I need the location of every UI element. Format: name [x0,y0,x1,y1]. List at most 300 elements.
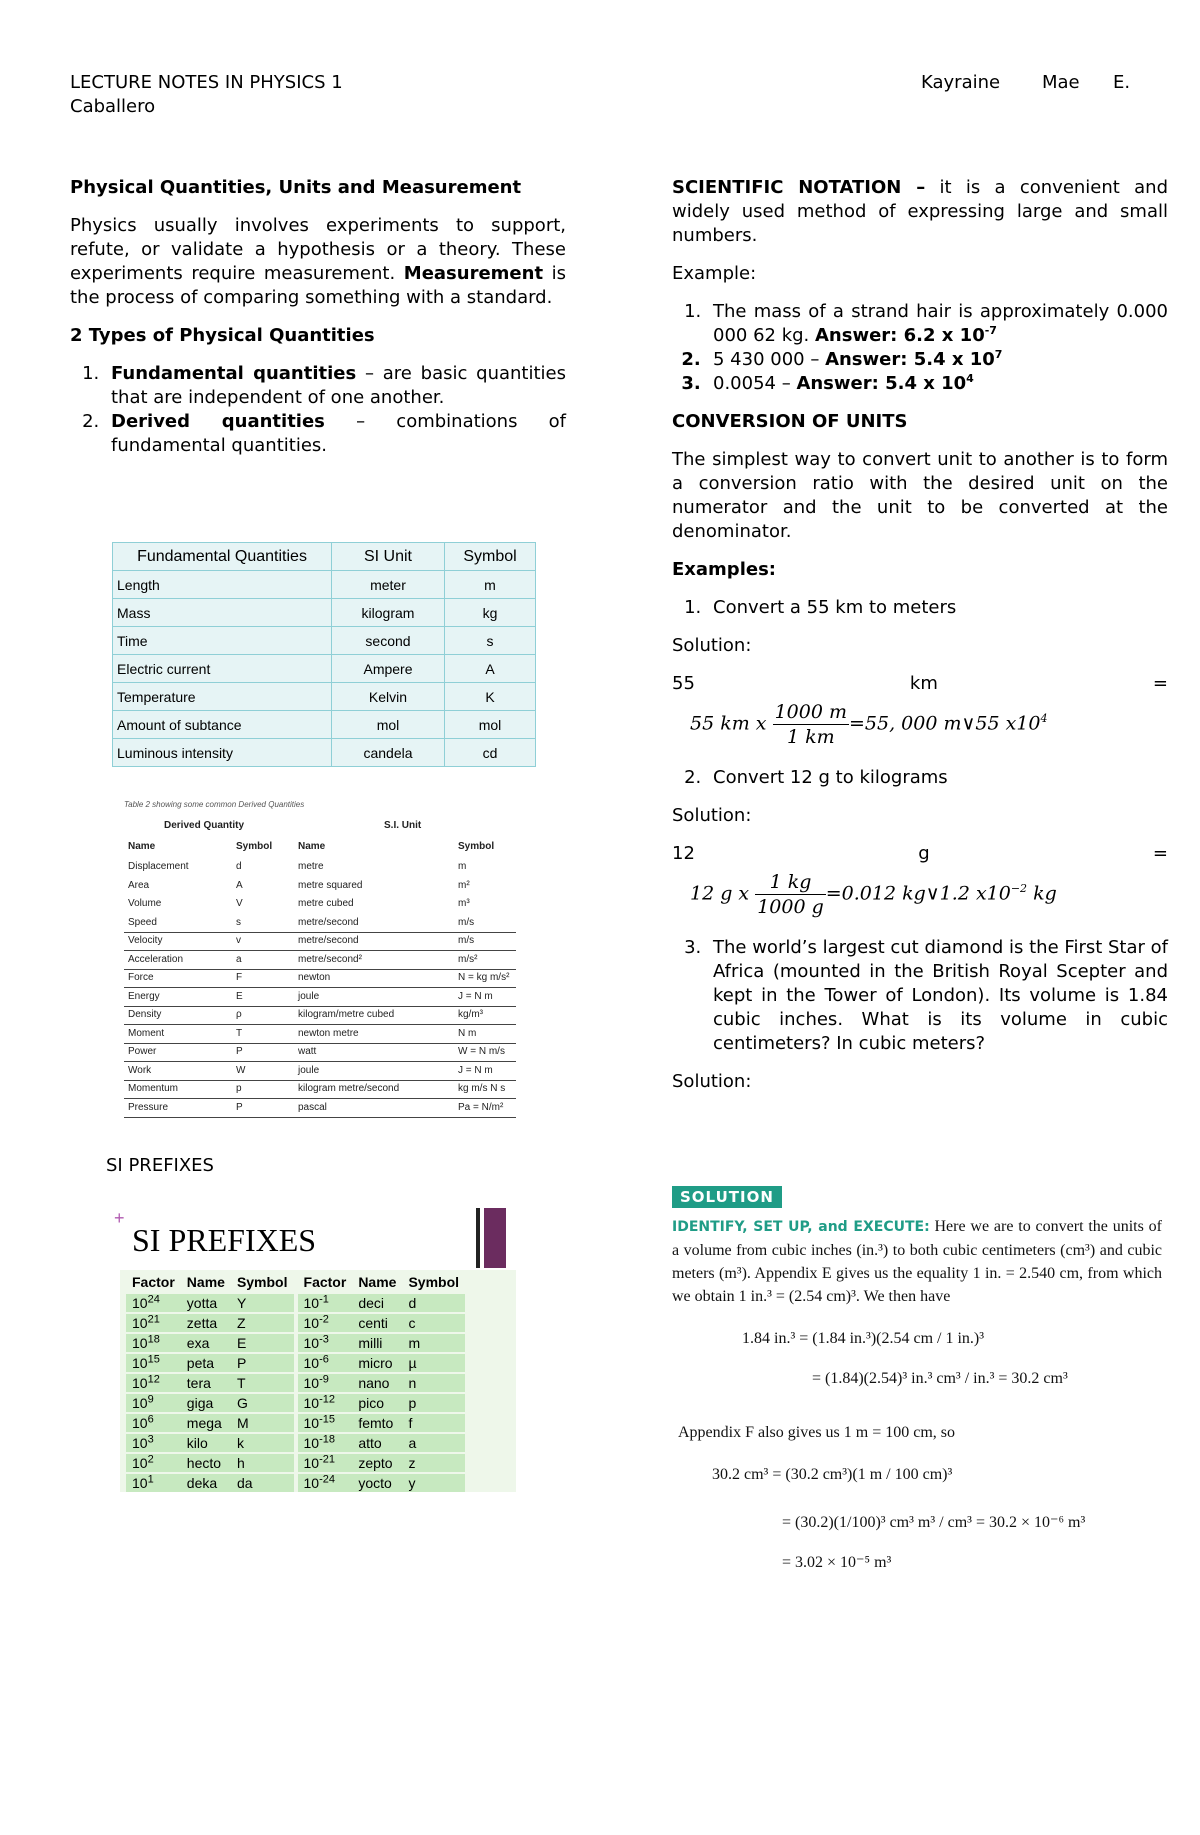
factor-base: 10 [303,1455,320,1471]
table-cell: Amount of subtance [113,711,332,739]
example-text: 0.0054 – [713,373,797,394]
table-cell: Velocity [128,935,163,946]
table-cell: metre cubed [298,898,354,909]
eq-numerator: 1000 m [774,701,847,723]
table-cell [298,1314,353,1332]
table-header-row [126,1272,465,1292]
factor-base: 10 [132,1355,148,1371]
column-header: Factor [303,1274,347,1290]
eq-lead: 12 g x [690,882,750,905]
column-header: Symbol [458,841,495,852]
factor-base: 10 [303,1395,320,1411]
ex1-unit: km [909,673,938,694]
column-header: Fundamental Quantities [113,543,332,571]
list-item: 2. Convert 12 g to kilograms [707,766,1168,790]
factor-base: 10 [132,1455,148,1471]
plus-icon: + [114,1208,125,1228]
example-answer: Answer: 6.2 x 10 [815,325,985,346]
table-row [126,1354,465,1372]
table-cell: Moment [128,1027,165,1039]
table-cell: m³ [458,898,470,909]
solution-figure [672,1188,1162,1572]
table-row [124,1025,516,1044]
table-cell [298,1394,353,1412]
column-header: Name [298,841,326,852]
solution-eq1a: 1.84 in.³ = (1.84 in.³)(2.54 cm / 1 in.)³ [742,1330,985,1347]
table-cell: p [236,1083,242,1094]
table-cell: kg [445,599,536,627]
table-row [113,599,536,627]
factor-exponent: -24 [319,1473,335,1486]
table-cell: Temperature [113,683,332,711]
type-term: Derived quantities [111,411,325,432]
factor-exponent: -3 [319,1333,329,1346]
table-cell: pascal [298,1101,327,1113]
prefix-table [126,1270,465,1494]
table-cell: da [231,1474,294,1492]
table-cell: Displacement [128,861,189,872]
example-answer: Answer: 5.4 x 10 [796,373,967,394]
factor-base: 10 [132,1315,148,1331]
column-header: Name [358,1274,397,1290]
prefix-table-bg [120,1270,516,1492]
table-cell [126,1434,181,1452]
table-cell: atto [352,1434,402,1452]
table-row [126,1434,465,1452]
table-cell: c [402,1314,465,1332]
sci-notation-paragraph [672,176,1168,248]
solution-label: Solution: [672,635,752,656]
table-row [124,895,516,913]
factor-base: 10 [303,1335,320,1351]
table-cell: E [236,990,243,1002]
factor-base: 10 [132,1335,148,1351]
table-cell: zetta [181,1314,231,1332]
table-row [124,988,516,1007]
table-cell: joule [298,990,320,1002]
table-cell: N m [458,1027,477,1039]
table-cell: joule [298,1064,320,1076]
table-cell: kg m/s N s [458,1083,506,1094]
table-row [113,683,536,711]
author-middle: Mae [1042,72,1080,93]
factor-base: 10 [303,1295,320,1311]
table-cell: Energy [128,990,160,1002]
solution-text [672,1215,1162,1308]
eq-denominator: 1000 g [757,896,824,918]
table-cell: s [236,916,241,928]
table-cell: Luminous intensity [113,739,332,767]
table-cell: Z [231,1314,294,1332]
factor-exponent: 21 [147,1313,160,1326]
eq-fraction [773,700,849,749]
list-item: 1. Convert a 55 km to meters [707,596,1168,620]
derived-caption: Table 2 showing some common Derived Quantities [124,800,305,809]
solution-label: Solution: [672,1071,752,1092]
table-cell [298,1434,353,1452]
conversion-example-1 [672,596,1168,620]
table-cell: Electric current [113,655,332,683]
eq-exp: −2 [1010,882,1028,896]
table-row [126,1394,465,1412]
column-header: SI Unit [332,543,445,571]
solution-eq1b: = (1.84)(2.54)³ in.³ cm³ / in.³ = 30.2 cm³ [812,1370,1068,1387]
table-cell [298,1414,353,1432]
table-cell: cd [445,739,536,767]
table-cell: yocto [352,1474,402,1492]
ex1-equation [690,700,1168,754]
prefix-heading: SI PREFIXES [106,1155,214,1176]
table-cell: mega [181,1414,231,1432]
table-cell [298,1474,353,1492]
factor-exponent: -15 [319,1413,335,1426]
table-cell [126,1454,181,1472]
table-row [126,1374,465,1392]
factor-base: 10 [303,1415,320,1431]
table-cell: Ampere [332,655,445,683]
table-row [124,1062,516,1081]
column-header: Factor [132,1274,175,1290]
table-row [124,1006,516,1025]
table-cell: Force [128,972,154,983]
table-cell: meter [332,571,445,599]
table-cell: femto [352,1414,402,1432]
derived-group-left: Derived Quantity [164,820,245,831]
table-cell: m/s² [458,953,478,965]
header-title: LECTURE NOTES IN PHYSICS 1 [70,72,343,93]
author-initial: E. [1113,72,1131,93]
table-row [126,1414,465,1432]
table-cell: centi [352,1314,402,1332]
table-row [113,739,536,767]
table-cell: G [231,1394,294,1412]
table-row [126,1314,465,1332]
table-cell [126,1414,181,1432]
column-header: Symbol [445,543,536,571]
table-cell: J = N m [458,990,493,1002]
table-cell [126,1474,181,1492]
table-cell: metre/second² [298,953,362,965]
example-text: 5 430 000 – [713,349,826,370]
table-cell: k [231,1434,294,1452]
table-cell: tera [181,1374,231,1392]
factor-base: 10 [132,1415,148,1431]
table-cell: A [445,655,536,683]
conversion-heading: CONVERSION OF UNITS [672,411,908,432]
list-item: 3. The world’s largest cut diamond is the First Star of Africa (mounted in the British Royal Scepter and kept in the Tower of London). Its volume is 1.84 cubic inches. What is its volume in cubic centimeters? In cubic meters? [707,936,1168,1056]
table-row [113,655,536,683]
factor-exponent: 18 [147,1333,160,1346]
column-header: Symbol [236,841,273,852]
table-cell: Area [128,879,150,891]
table-cell: newton metre [298,1027,359,1039]
table-cell [298,1294,353,1312]
measurement-term: Measurement [403,263,544,284]
table-row [124,1099,516,1118]
accent-bar [484,1208,506,1268]
table-cell: T [236,1027,243,1039]
table-cell: W [236,1064,246,1076]
table-cell: ρ [236,1009,242,1020]
type-term: Fundamental quantities [111,363,357,384]
table-cell: a [236,953,242,965]
eq-tail: =0.012 kg∨1.2 x10 [825,882,1011,905]
factor-exponent: 3 [147,1433,154,1446]
conversion-example-3 [672,936,1168,1056]
table-cell: watt [298,1046,317,1057]
table-cell: E [231,1334,294,1352]
table-cell: newton [298,972,331,983]
table-row [126,1454,465,1472]
table-cell: Mass [113,599,332,627]
type-def: – are basic quantities that are independent of one another. [111,363,567,408]
eq-lead: 55 km x [690,712,767,735]
table-cell: Y [231,1294,294,1312]
table-cell [126,1294,181,1312]
table-cell: deka [181,1474,231,1492]
example-exp: -7 [984,324,997,337]
table-cell: F [236,972,243,983]
table-cell: Momentum [128,1083,179,1094]
factor-base: 10 [303,1355,320,1371]
intro-paragraph [70,214,566,310]
table-cell: zepto [352,1454,402,1472]
table-row [124,969,516,988]
table-cell: Speed [128,916,157,928]
table-cell [126,1334,181,1352]
table-cell: Power [128,1046,157,1057]
factor-base: 10 [132,1435,148,1451]
table-row [124,1080,516,1099]
left-column [70,176,566,472]
table-cell: metre squared [298,879,363,891]
table-cell: exa [181,1334,231,1352]
factor-base: 10 [132,1395,148,1411]
author-last: Caballero [70,96,156,117]
table-cell: kilogram metre/second [298,1083,400,1094]
table-cell: p [402,1394,465,1412]
factor-exponent: -6 [319,1353,329,1366]
table-cell: a [402,1434,465,1452]
table-cell: P [236,1101,243,1113]
table-cell: W = N m/s [458,1046,505,1057]
factor-exponent: 24 [147,1293,160,1306]
table-cell [298,1374,353,1392]
factor-exponent: 15 [147,1353,160,1366]
table-cell: kilo [181,1434,231,1452]
eq-exp: 4 [1040,712,1048,726]
list-item [105,410,566,458]
factor-exponent: -18 [319,1433,335,1446]
table-row [126,1294,465,1312]
types-heading: 2 Types of Physical Quantities [70,325,375,346]
ex2-equals: = [1152,843,1168,864]
table-cell: µ [402,1354,465,1372]
divider [476,1208,480,1268]
factor-base: 10 [132,1475,148,1491]
intro-text: Physics usually involves experiments to support, refute, or validate a hypothesis or a theory. These experiments require measurement. [70,215,566,284]
table-row [124,1043,516,1062]
table-cell: pico [352,1394,402,1412]
examples-heading: Examples: [672,559,776,580]
table-cell: M [231,1414,294,1432]
table-cell: v [236,935,241,946]
factor-exponent: -21 [319,1453,335,1466]
table-cell: Work [128,1064,152,1076]
example-answer: Answer: 5.4 x 10 [825,349,995,370]
table-cell: P [231,1354,294,1372]
table-cell: Pa = N/m² [458,1101,504,1113]
table-cell: kilogram/metre cubed [298,1009,395,1020]
table-cell: nano [352,1374,402,1392]
list-item [707,348,1168,372]
conversion-text: The simplest way to convert unit to another is to form a conversion ratio with the desired unit on the numerator and the unit to be converted at the denominator. [672,449,1168,542]
table-cell: Length [113,571,332,599]
table-cell: second [332,627,445,655]
table-row [126,1474,465,1492]
table-row [124,951,516,970]
table-cell: V [236,898,243,909]
fundamental-table [112,542,536,767]
table-cell: hecto [181,1454,231,1472]
table-cell [298,1334,353,1352]
sci-term: SCIENTIFIC NOTATION – [672,177,926,198]
example-text: The mass of a strand hair is approximately 0.000 000 62 kg. [713,301,1168,346]
table-cell: Volume [128,898,162,909]
ex2-line [672,842,1168,866]
table-cell: micro [352,1354,402,1372]
table-cell: Time [113,627,332,655]
table-cell: giga [181,1394,231,1412]
table-cell [126,1394,181,1412]
sci-def: it is a convenient and widely used method of expressing large and small numbers. [672,177,1168,246]
table-cell: m [458,861,467,872]
author-first: Kayraine [921,72,1001,93]
derived-header-row [124,838,516,856]
table-cell: mol [445,711,536,739]
table-cell: K [445,683,536,711]
ex1-line [672,672,1168,696]
eq-numerator: 1 kg [755,870,826,895]
table-cell: metre [298,861,324,872]
right-column [672,176,1168,1108]
table-cell: peta [181,1354,231,1372]
table-cell: T [231,1374,294,1392]
solution-eq2b: = (30.2)(1/100)³ cm³ m³ / cm³ = 30.2 × 10⁻⁶ m³ [782,1514,1086,1531]
table-cell: Kelvin [332,683,445,711]
list-item [105,362,566,410]
factor-base: 10 [132,1375,148,1391]
example-label: Example: [672,263,757,284]
solution-label: Solution: [672,805,752,826]
ex2-value: 12 [672,843,695,864]
table-cell: N = kg m/s² [458,972,510,983]
table-row [124,858,516,876]
factor-base: 10 [303,1475,320,1491]
factor-exponent: 1 [147,1473,154,1486]
table-cell: kg/m³ [458,1009,483,1020]
prefix-figure-title: SI PREFIXES [132,1222,317,1258]
table-cell: metre/second [298,935,359,946]
factor-exponent: 2 [147,1453,154,1466]
factor-exponent: 12 [147,1373,160,1386]
solution-badge: SOLUTION [672,1186,782,1208]
ex1-equals: = [1152,673,1168,694]
table-cell: kilogram [332,599,445,627]
table-row [124,914,516,933]
solution-eq2a: 30.2 cm³ = (30.2 cm³)(1 m / 100 cm)³ [712,1466,953,1483]
table-cell: candela [332,739,445,767]
measurement-def: is the process of comparing something with a standard. [70,263,566,308]
table-cell [126,1374,181,1392]
factor-exponent: 9 [147,1393,154,1406]
solution-body: Here we are to convert the units of a volume from cubic inches (in.³) to both cubic centimeters (cm³) and cubic meters (m³). Appendix E gives us the equality 1 in. = 2.540 cm, from which we obtain 1 in.³ = (2.54 cm)³. We then have [672,1218,1162,1305]
table-row [113,571,536,599]
derived-table [124,800,516,1130]
table-cell: Acceleration [128,953,184,965]
column-header: Symbol [236,1274,288,1290]
eq-tail: =55, 000 m∨55 x10 [848,712,1041,735]
table-cell: m [445,571,536,599]
eq-unit: kg [1027,882,1057,905]
column-header: Symbol [408,1274,460,1290]
eq-denominator: 1 km [786,726,835,748]
table-row [124,877,516,895]
table-cell: s [445,627,536,655]
table-row [126,1334,465,1352]
types-list [70,362,566,458]
table-header-row [113,543,536,571]
solution-eq2c: = 3.02 × 10⁻⁵ m³ [782,1554,892,1571]
table-cell: Pressure [128,1101,169,1113]
table-cell [298,1354,353,1372]
table-cell: d [236,861,242,872]
example-exp: 4 [966,372,974,385]
table-cell: m/s [458,916,475,928]
solution-lead: IDENTIFY, SET UP, and EXECUTE: [672,1219,930,1235]
table-cell: f [402,1414,465,1432]
table-cell: m² [458,879,470,891]
section-heading: Physical Quantities, Units and Measurement [70,177,522,198]
table-cell: milli [352,1334,402,1352]
factor-base: 10 [303,1435,320,1451]
list-item [707,300,1168,348]
table-cell [126,1314,181,1332]
example-exp: 7 [994,348,1003,361]
factor-exponent: -12 [319,1393,335,1406]
table-cell [298,1454,353,1472]
column-header: Name [128,841,156,852]
factor-base: 10 [303,1315,320,1331]
prefix-figure [114,1204,516,1494]
table-cell: A [236,879,243,891]
table-cell: y [402,1474,465,1492]
ex1-value: 55 [672,673,695,694]
sci-examples [672,300,1168,396]
conversion-example-2 [672,766,1168,790]
table-cell: yotta [181,1294,231,1312]
table-cell: mol [332,711,445,739]
column-header: Name [186,1274,225,1290]
table-cell: Density [128,1009,162,1020]
table-row [113,711,536,739]
table-cell: metre/second [298,916,359,928]
table-row [124,932,516,951]
table-cell: m [402,1334,465,1352]
factor-base: 10 [303,1375,320,1391]
derived-group-right: S.I. Unit [384,820,422,831]
table-cell: h [231,1454,294,1472]
